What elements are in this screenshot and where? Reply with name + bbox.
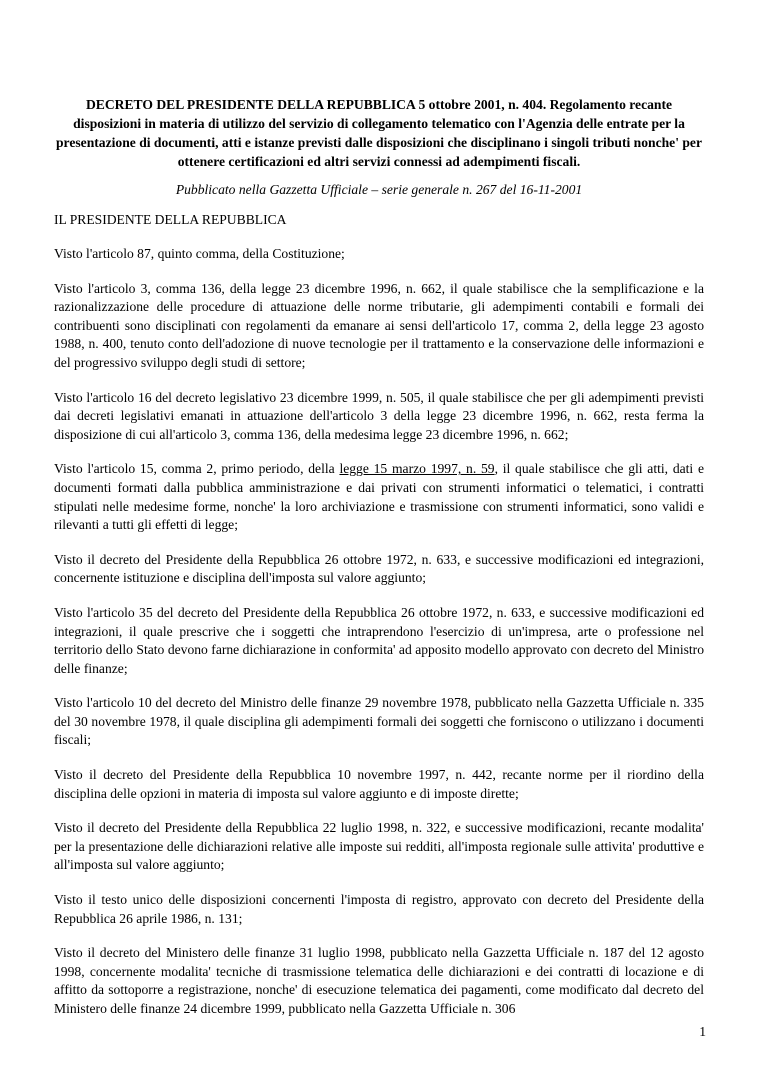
paragraph: Visto il decreto del Presidente della Repubblica 22 luglio 1998, n. 322, e successive modificazioni, recante modalita' per la presentazione delle dichiarazioni relative alle imposte sui redditi, all'imposta regionale sulle attivita' produttive e all'imposta sul valore aggiunto; [54, 820, 704, 873]
paragraph: Visto il testo unico delle disposizioni concernenti l'imposta di registro, approvato con decreto del Presidente della Repubblica 26 aprile 1986, n. 131; [54, 892, 704, 926]
paragraph: Visto l'articolo 16 del decreto legislativo 23 dicembre 1999, n. 505, il quale stabilisce che per gli adempimenti previsti dai decreti legislativi emanati in attuazione dell'articolo 3 della legge 23 dicembre 1996, n. 662, resta ferma la disposizione di cui all'articolo 3, comma 136, della medesima legge 23 dicembre 1996, n. 662; [54, 389, 704, 442]
paragraph: Visto l'articolo 10 del decreto del Ministro delle finanze 29 novembre 1978, pubblicato nella Gazzetta Ufficiale n. 335 del 30 novembre 1978, il quale disciplina gli adempimenti formali dei soggetti che forniscono o utilizzano i documenti fiscali; [54, 695, 704, 748]
paragraph-text-after-link: , il quale stabilisce che gli atti, dati e documenti formati dalla pubblica amministrazione e dai privati con strumenti informatici o telematici, i contratti stipulati nelle medesime forme, nonche' la loro archiviazione e trasmissione con strumenti informatici, sono validi e rilevanti a tutti gli effetti di legge; [54, 461, 704, 533]
paragraph: Visto l'articolo 35 del decreto del Presidente della Repubblica 26 ottobre 1972, n. 633, e successive modificazioni ed integrazioni, il quale prescrive che i soggetti che intraprendono l'esercizio di un'impresa, arte o professione nel territorio dello Stato devono farne dichiarazione in conformita' ad apposito modello approvato con decreto del Ministro delle finanze; [54, 604, 704, 676]
paragraph: Visto il decreto del Ministero delle finanze 31 luglio 1998, pubblicato nella Gazzetta Ufficiale n. 187 del 12 agosto 1998, concernente modalita' tecniche di trasmissione telematica delle dichiarazioni e dei contratti di locazione e di affitto da sottoporre a registrazione, nonche' di esecuzione telematica dei pagamenti, come modificato dal decreto del Ministero delle finanze 24 dicembre 1999, pubblicato nella Gazzetta Ufficiale n. 306 [54, 945, 704, 1016]
document-page [54, 95, 704, 1019]
paragraph: Visto l'articolo 87, quinto comma, della Costituzione; [54, 246, 345, 261]
document-title: DECRETO DEL PRESIDENTE DELLA REPUBBLICA 5 ottobre 2001, n. 404. Regolamento recante disposizioni in materia di utilizzo del servizio di collegamento telematico con l'Agenzia delle entrate per la presentazione di documenti, atti e istanze previsti dalle disposizioni che disciplinano i singoli tributi nonche' per ottenere certificazioni ed altri servizi connessi ad adempimenti fiscali. [56, 97, 702, 169]
paragraph: Visto il decreto del Presidente della Repubblica 26 ottobre 1972, n. 633, e successive modificazioni ed integrazioni, concernente istituzione e disciplina dell'imposta sul valore aggiunto; [54, 551, 704, 586]
page-number: 1 [699, 1024, 706, 1039]
paragraph-text-before-link: Visto l'articolo 15, comma 2, primo periodo, della [54, 461, 340, 477]
paragraph: Visto il decreto del Presidente della Repubblica 10 novembre 1997, n. 442, recante norme per il riordino della disciplina delle opzioni in materia di imposta sul valore aggiunto e di imposte dirette; [54, 767, 704, 801]
law-reference-link[interactable]: legge 15 marzo 1997, n. 59 [339, 461, 495, 477]
paragraph-with-link [54, 460, 704, 534]
paragraph: Visto l'articolo 3, comma 136, della legge 23 dicembre 1996, n. 662, il quale stabilisce che la semplificazione e la razionalizzazione delle procedure di attuazione delle norme tributarie, gli adempimenti contabili e formali dei contribuenti sono disciplinati con regolamenti da emanare ai sensi dell'articolo 17, comma 2, della legge 23 agosto 1988, n. 400, tenuto conto dell'adozione di nuove tecnologie per il trattamento e la conservazione delle informazioni e del progressivo sviluppo degli studi di settore; [54, 280, 704, 370]
section-heading: IL PRESIDENTE DELLA REPUBBLICA [54, 212, 287, 227]
publication-note: Pubblicato nella Gazzetta Ufficiale – serie generale n. 267 del 16-11-2001 [175, 182, 583, 197]
